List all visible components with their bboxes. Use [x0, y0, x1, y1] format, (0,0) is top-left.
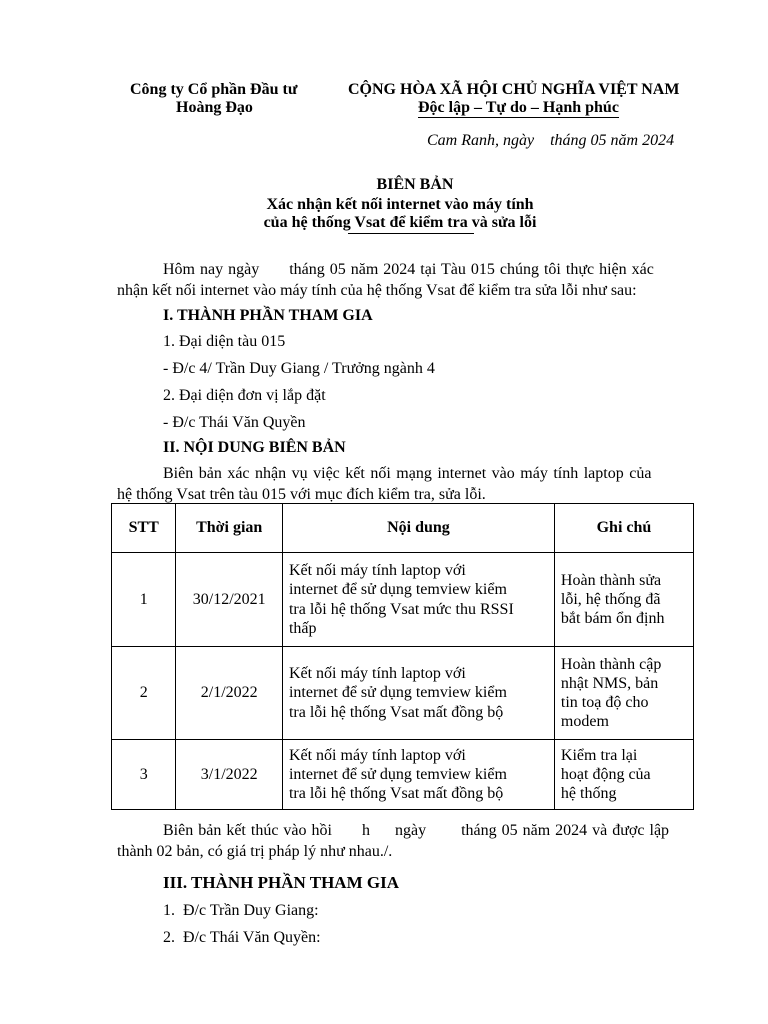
col-header-note: Ghi chú — [554, 504, 693, 553]
table-row — [112, 647, 694, 740]
signatory-item: 2. Đ/c Thái Văn Quyền: — [163, 929, 321, 946]
closing-line1: Biên bản kết thúc vào hồi h ngày tháng 05 năm 2024 và được lập — [163, 822, 670, 839]
cell-stt: 2 — [112, 647, 176, 740]
table-header-row — [112, 504, 694, 553]
place-date: Cam Ranh, ngày tháng 05 năm 2024 — [427, 132, 675, 149]
col-header-date: Thời gian — [176, 504, 282, 553]
cell-note-line: tin toạ độ cho — [560, 694, 649, 711]
cell-note — [554, 647, 693, 740]
section3-heading: III. THÀNH PHẦN THAM GIA — [163, 873, 399, 892]
intro-line2: nhận kết nối internet vào máy tính của hệ thống Vsat để kiểm tra sửa lỗi như sau: — [117, 282, 637, 299]
cell-content-line: internet để sử dụng temview kiểm — [288, 765, 507, 783]
cell-note-line: bắt bám ổn định — [560, 610, 665, 628]
section1-item: 2. Đại diện đơn vị lắp đặt — [163, 387, 326, 404]
cell-date: 2/1/2022 — [176, 647, 282, 740]
cell-content-line: tra lỗi hệ thống Vsat mức thu RSSI — [288, 600, 514, 618]
cell-note-line: Hoàn thành cập — [560, 655, 662, 673]
company-name-line2: Hoàng Đạo — [176, 99, 253, 116]
cell-content-line: Kết nối máy tính laptop với — [288, 665, 466, 683]
cell-note-line: Hoàn thành sửa — [560, 571, 662, 589]
signatory-item: 1. Đ/c Trần Duy Giang: — [163, 902, 319, 919]
cell-note-line: modem — [560, 713, 609, 731]
cell-note-line: lỗi, hệ thống đã — [560, 590, 661, 608]
col-header-stt: STT — [112, 504, 176, 553]
cell-content-line: internet để sử dụng temview kiểm — [288, 684, 507, 702]
company-name-line1: Công ty Cổ phần Đầu tư — [130, 81, 298, 98]
cell-content-line: thấp — [288, 619, 317, 637]
cell-content-line: Kết nối máy tính laptop với — [288, 746, 466, 764]
section1-item: - Đ/c 4/ Trần Duy Giang / Trưởng ngành 4 — [163, 360, 435, 377]
document-subtitle-line1: Xác nhận kết nối internet vào máy tính — [266, 196, 534, 213]
cell-content-line: tra lỗi hệ thống Vsat mất đồng bộ — [288, 703, 504, 721]
cell-note-line: hoạt động của — [560, 765, 651, 783]
cell-stt: 3 — [112, 740, 176, 810]
document-title: BIÊN BẢN — [376, 176, 454, 193]
closing-line2: thành 02 bản, có giá trị pháp lý như nhau./. — [117, 843, 393, 860]
cell-date: 30/12/2021 — [176, 553, 282, 647]
section1-heading: I. THÀNH PHẦN THAM GIA — [163, 307, 373, 324]
table-row — [112, 553, 694, 647]
document-subtitle-line2: của hệ thống Vsat để kiểm tra và sửa lỗi — [263, 214, 537, 231]
cell-note-line: nhật NMS, bản — [560, 674, 659, 692]
cell-note-line: Kiểm tra lại — [560, 746, 638, 764]
cell-content — [282, 553, 554, 647]
intro-line1: Hôm nay ngày tháng 05 năm 2024 tại Tàu 015 chúng tôi thực hiện xác — [163, 261, 654, 278]
cell-content — [282, 740, 554, 810]
cell-note — [554, 740, 693, 810]
cell-content-line: tra lỗi hệ thống Vsat mất đồng bộ — [288, 785, 504, 803]
nation-motto: Độc lập – Tự do – Hạnh phúc — [418, 98, 619, 118]
cell-content-line: Kết nối máy tính laptop với — [288, 562, 466, 580]
cell-note-line: hệ thống — [560, 785, 617, 803]
section1-item: - Đ/c Thái Văn Quyền — [163, 414, 306, 431]
cell-content-line: internet để sử dụng temview kiểm — [288, 581, 507, 599]
title-underline — [348, 233, 474, 234]
table-row — [112, 740, 694, 810]
cell-content — [282, 647, 554, 740]
col-header-content: Nội dung — [282, 504, 554, 553]
cell-note — [554, 553, 693, 647]
section1-item: 1. Đại diện tàu 015 — [163, 333, 286, 350]
section2-para-line2: hệ thống Vsat trên tàu 015 với mục đích kiểm tra, sửa lỗi. — [117, 486, 486, 503]
cell-stt: 1 — [112, 553, 176, 647]
section2-heading: II. NỘI DUNG BIÊN BẢN — [163, 439, 346, 456]
nation-title: CỘNG HÒA XÃ HỘI CHỦ NGHĨA VIỆT NAM — [348, 81, 680, 98]
section2-para-line1: Biên bản xác nhận vụ việc kết nối mạng internet vào máy tính laptop của — [163, 465, 652, 482]
activity-table — [111, 503, 694, 810]
cell-date: 3/1/2022 — [176, 740, 282, 810]
